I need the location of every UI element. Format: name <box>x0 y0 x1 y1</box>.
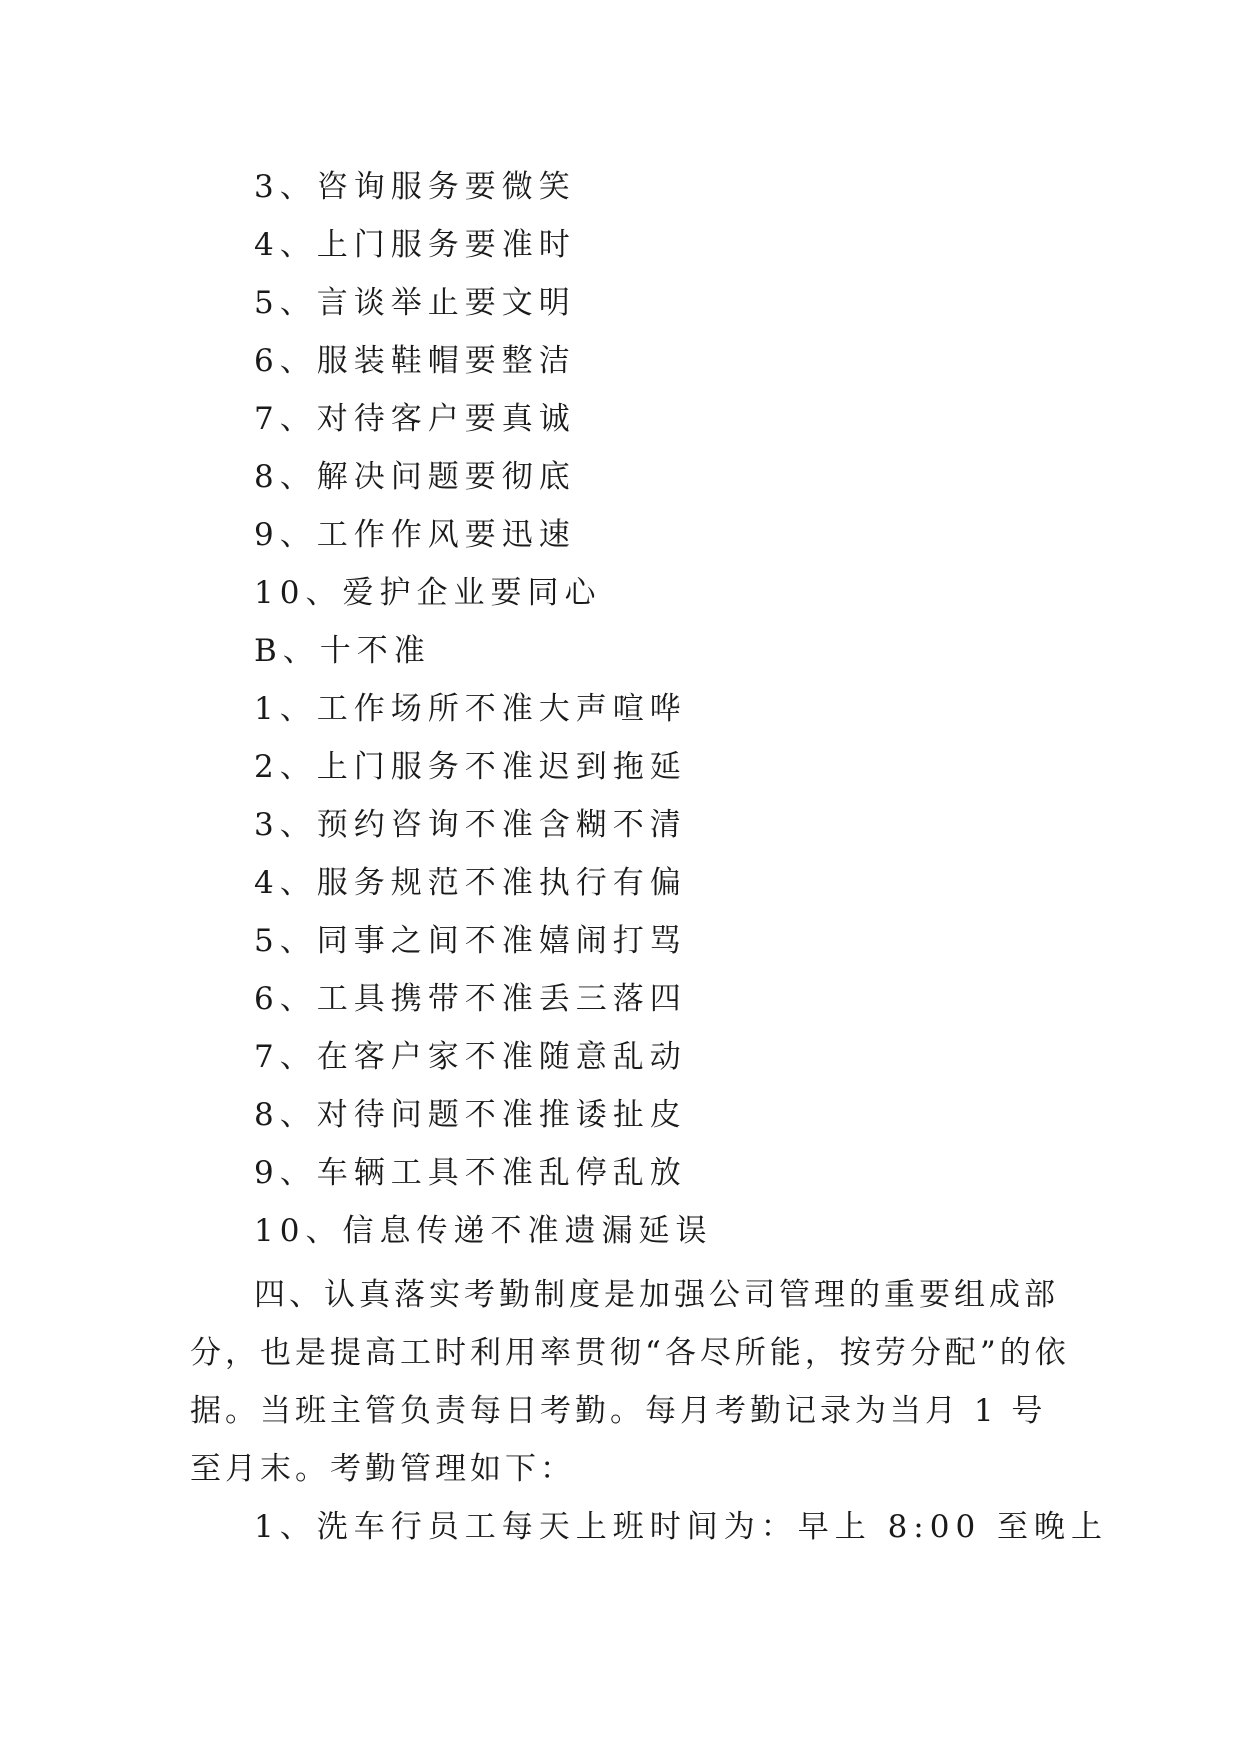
rules-list <box>254 158 712 1260</box>
list-item: 4、上门服务要准时 <box>254 227 576 263</box>
rule-1-line: 1、洗车行员工每天上班时间为：早上 8:00 至晚上 <box>254 1509 1109 1545</box>
list-item: 10、信息传递不准遗漏延误 <box>254 1213 713 1249</box>
list-item: 6、服装鞋帽要整洁 <box>254 343 576 379</box>
list-item: 9、车辆工具不准乱停乱放 <box>254 1155 687 1191</box>
list-item: 7、在客户家不准随意乱动 <box>254 1039 687 1075</box>
list-item: 10、爱护企业要同心 <box>254 575 602 611</box>
list-item: 1、工作场所不准大声喧哗 <box>254 691 687 727</box>
attendance-paragraph-text: 四、认真落实考勤制度是加强公司管理的重要组成部分，也是提高工时利用率贯彻“各尽所能，按劳分配”的依据。当班主管负责每日考勤。每月考勤记录为当月 1 号至月末。考勤管理如下： <box>190 1277 1070 1487</box>
list-item: 5、言谈举止要文明 <box>254 285 576 321</box>
list-item: 4、服务规范不准执行有偏 <box>254 865 687 901</box>
list-item: 9、工作作风要迅速 <box>254 517 576 553</box>
list-item: 8、对待问题不准推诿扯皮 <box>254 1097 687 1133</box>
list-item: 3、咨询服务要微笑 <box>254 169 576 205</box>
list-item: 7、对待客户要真诚 <box>254 401 576 437</box>
attendance-paragraph <box>190 1266 1070 1498</box>
list-item: 2、上门服务不准迟到拖延 <box>254 749 687 785</box>
list-item: 5、同事之间不准嬉闹打骂 <box>254 923 687 959</box>
list-item: 3、预约咨询不准含糊不清 <box>254 807 687 843</box>
list-item: 6、工具携带不准丢三落四 <box>254 981 687 1017</box>
section-heading-b: B、十不准 <box>254 633 431 669</box>
list-item: 8、解决问题要彻底 <box>254 459 576 495</box>
